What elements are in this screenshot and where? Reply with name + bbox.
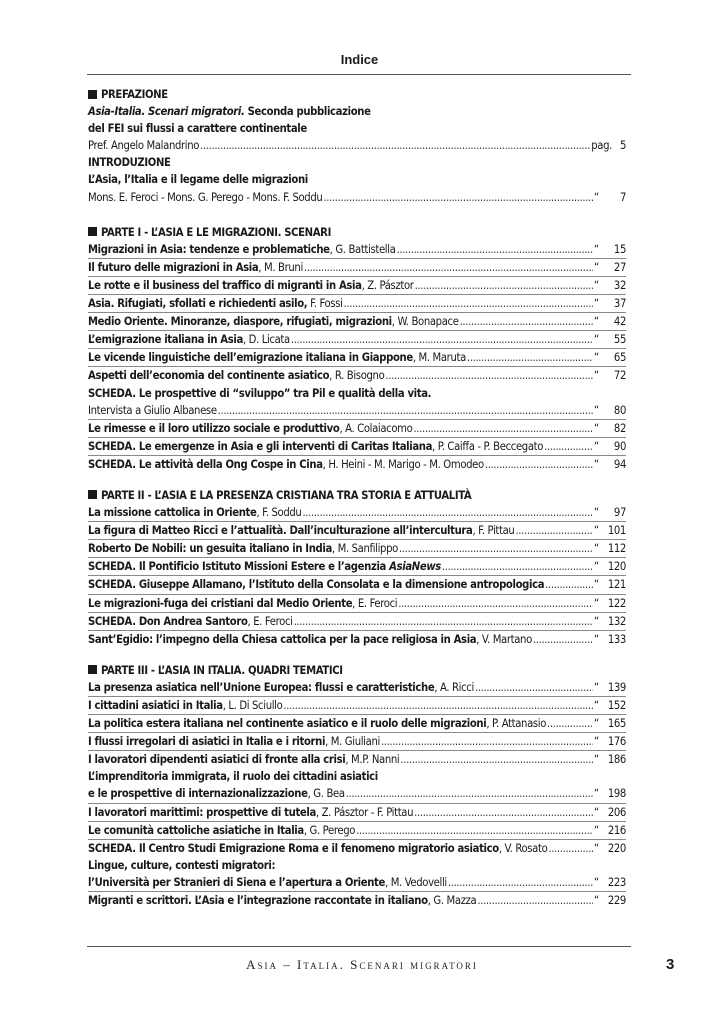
toc-text: , Z. Pásztor xyxy=(361,278,414,292)
leader-dots xyxy=(515,522,593,539)
ditto-mark: “ xyxy=(594,506,599,520)
page-number: 32 xyxy=(613,278,626,292)
toc-text: AsiaNews xyxy=(389,560,441,574)
toc-entry[interactable] xyxy=(88,456,626,473)
leader-dots xyxy=(547,715,593,732)
toc-entry[interactable] xyxy=(88,679,626,697)
toc-text: Roberto De Nobili: un gesuita italiano in India xyxy=(88,542,332,556)
page-number: 55 xyxy=(613,333,626,347)
toc-text: , R. Bisogno xyxy=(329,369,385,383)
toc-entry[interactable] xyxy=(88,402,626,420)
leader-dots xyxy=(460,313,593,330)
page-number: 82 xyxy=(613,421,626,435)
toc-text: SCHEDA. Le emergenze in Asia e gli interventi di Caritas Italiana xyxy=(88,439,433,453)
toc-entry[interactable] xyxy=(88,874,626,892)
ditto-mark: “ xyxy=(594,632,599,646)
toc-text xyxy=(88,540,398,557)
toc-text: Le rotte e il business del traffico di migranti in Asia xyxy=(88,278,362,292)
page-number: 176 xyxy=(607,735,626,749)
toc-entry[interactable] xyxy=(88,715,626,733)
leader-dots xyxy=(415,277,593,294)
toc-text: Le rimesse e il loro utilizzo sociale e produttivo xyxy=(88,421,340,435)
ditto-mark: “ xyxy=(594,403,599,417)
toc-text: , L. Di Sciullo xyxy=(222,699,283,712)
toc-entry[interactable] xyxy=(88,892,626,909)
ditto-mark: “ xyxy=(594,260,599,274)
leader-dots xyxy=(485,456,593,473)
page-number: 80 xyxy=(613,403,626,417)
toc-text: , M. Bruni xyxy=(258,260,303,274)
leader-dots xyxy=(533,631,593,648)
ditto-mark: “ xyxy=(594,823,599,837)
ditto-mark: “ xyxy=(594,875,599,889)
page-number: 122 xyxy=(607,596,626,610)
leader-dots xyxy=(344,295,593,312)
toc-text: , E. Feroci xyxy=(352,596,398,610)
ditto-mark: “ xyxy=(594,542,599,556)
toc-text: , W. Bonapace xyxy=(391,315,459,329)
toc-text: , E. Feroci xyxy=(247,614,293,628)
page-number: 132 xyxy=(607,614,626,628)
toc-text: , D. Licata xyxy=(242,333,290,347)
ditto-mark: “ xyxy=(594,699,599,712)
toc-text xyxy=(88,822,355,839)
toc-text: , M. Maruta xyxy=(412,351,466,365)
toc-text xyxy=(88,295,343,312)
toc-text: La missione cattolica in Oriente xyxy=(88,506,257,520)
ditto-mark: “ xyxy=(594,560,599,574)
ditto-mark: “ xyxy=(594,614,599,628)
toc-text xyxy=(88,785,345,802)
ditto-mark: “ xyxy=(594,578,599,592)
ditto-mark: “ xyxy=(594,841,599,855)
section-heading-parte-1 xyxy=(88,224,626,241)
toc-text xyxy=(88,874,447,891)
toc-text: SCHEDA. Il Centro Studi Emigrazione Roma e il fenomeno migratorio asiatico xyxy=(88,841,499,855)
leader-dots xyxy=(381,733,593,750)
ditto-mark: “ xyxy=(594,753,599,767)
page-number: 65 xyxy=(613,351,626,365)
page-number: 216 xyxy=(607,823,626,837)
section-heading-parte-3 xyxy=(88,662,626,679)
toc-text: , Z. Pásztor - F. Pittau xyxy=(315,805,414,819)
toc-text xyxy=(88,241,396,258)
page-number: 5 xyxy=(619,139,626,153)
page-number: 72 xyxy=(613,369,626,383)
toc-entry[interactable] xyxy=(88,631,626,648)
leader-dots xyxy=(294,613,593,630)
leader-dots xyxy=(442,558,593,575)
toc-entry[interactable] xyxy=(88,295,626,313)
toc-text xyxy=(88,733,380,750)
toc-text: , H. Heini - M. Marigo - M. Omodeo xyxy=(322,457,484,471)
toc-text: PARTE II - L’ASIA E LA PRESENZA CRISTIANA TRA STORIA E ATTUALITÀ xyxy=(101,488,472,502)
toc-entry[interactable] xyxy=(88,313,626,331)
toc-text: Migrazioni in Asia: tendenze e problematiche xyxy=(88,242,330,256)
leader-dots xyxy=(346,785,593,802)
ditto-mark: “ xyxy=(594,242,599,256)
leader-dots xyxy=(544,438,593,455)
toc-text xyxy=(88,595,397,612)
toc-text: , G. Battistella xyxy=(329,242,396,256)
ditto-mark: “ xyxy=(594,596,599,610)
page-number: 139 xyxy=(607,680,626,694)
page-number: 97 xyxy=(613,506,626,520)
toc-entry-title: SCHEDA. Le prospettive di “sviluppo” tra Pil e qualità della vita. xyxy=(88,386,432,400)
leader-dots xyxy=(200,137,590,154)
toc-text: , F. Soddu xyxy=(256,506,302,520)
section-heading-parte-2 xyxy=(88,487,626,504)
leader-dots xyxy=(467,349,593,366)
leader-dots xyxy=(477,892,593,909)
page-number: 27 xyxy=(613,260,626,274)
leader-dots xyxy=(548,840,593,857)
page-number: 90 xyxy=(613,439,626,453)
ditto-mark: “ xyxy=(594,297,599,311)
toc-text: La figura di Matteo Ricci e l’attualità. Dall’inculturazione all’intercultura xyxy=(88,524,473,538)
toc-entry[interactable] xyxy=(88,751,626,768)
square-bullet-icon xyxy=(88,665,97,674)
leader-dots xyxy=(414,804,593,821)
toc-text xyxy=(88,804,413,821)
toc-entry[interactable] xyxy=(88,241,626,259)
toc-text xyxy=(88,840,547,857)
leader-dots xyxy=(400,751,593,768)
toc-entry[interactable] xyxy=(88,733,626,751)
toc-entry-title: del FEI sui flussi a carattere continentale xyxy=(88,122,307,136)
toc-text: Le comunità cattoliche asiatiche in Italia xyxy=(88,823,304,837)
ditto-mark: “ xyxy=(594,894,599,908)
toc-text: SCHEDA. Don Andrea Santoro xyxy=(88,614,248,628)
leader-dots xyxy=(399,540,593,557)
leader-dots xyxy=(323,189,593,206)
toc-text xyxy=(88,576,544,593)
toc-text xyxy=(88,679,474,696)
ditto-mark: “ xyxy=(594,333,599,347)
page-number: 112 xyxy=(607,542,626,556)
leader-dots xyxy=(385,367,593,384)
toc-entry[interactable] xyxy=(88,522,626,540)
toc-entry[interactable] xyxy=(88,840,626,857)
toc-text: Asia. Rifugiati, sfollati e richiedenti asilo, xyxy=(88,297,308,311)
toc-text: I lavoratori dipendenti asiatici di fronte alla crisi xyxy=(88,753,346,767)
toc-text xyxy=(88,715,546,732)
toc-text: PARTE III - L’ASIA IN ITALIA. QUADRI TEMATICI xyxy=(101,663,343,677)
toc-text: , A. Ricci xyxy=(434,680,474,694)
toc-text: Sant’Egidio: l’impegno della Chiesa cattolica per la pace religiosa in Asia xyxy=(88,632,477,646)
toc-text xyxy=(88,697,282,714)
ditto-mark: “ xyxy=(594,457,599,471)
toc-text: L’emigrazione italiana in Asia xyxy=(88,333,243,347)
section-heading-introduzione: INTRODUZIONE xyxy=(88,156,171,170)
toc-text xyxy=(88,277,414,294)
toc-entry[interactable] xyxy=(88,540,626,558)
square-bullet-icon xyxy=(88,90,97,99)
toc-text: , M.P. Nanni xyxy=(345,753,400,767)
toc-entry[interactable] xyxy=(88,137,626,154)
square-bullet-icon xyxy=(88,490,97,499)
parte1-list xyxy=(88,241,626,473)
toc-text xyxy=(88,313,459,330)
page-number: 121 xyxy=(607,578,626,592)
toc-text: , P. Caiffa - P. Beccegato xyxy=(432,439,544,453)
toc-text: , G. Bea xyxy=(307,787,345,801)
ditto-mark: “ xyxy=(594,524,599,538)
toc-entry[interactable] xyxy=(88,504,626,522)
toc-entry[interactable] xyxy=(88,613,626,631)
toc-text: , V. Martano xyxy=(476,632,532,646)
ditto-mark: “ xyxy=(594,190,599,204)
leader-dots xyxy=(302,504,593,521)
toc-text: Il futuro delle migrazioni in Asia xyxy=(88,260,259,274)
leader-dots xyxy=(304,259,593,276)
toc-entry-title xyxy=(88,103,626,120)
toc-entry[interactable] xyxy=(88,804,626,822)
page-number: 206 xyxy=(607,805,626,819)
toc-text: Intervista a Giulio Albanese xyxy=(88,403,217,417)
running-footer: Asia – Italia. Scenari migratori xyxy=(246,957,478,972)
toc-text xyxy=(88,438,543,455)
toc-entry[interactable] xyxy=(88,277,626,295)
leader-dots xyxy=(448,874,593,891)
ditto-mark: “ xyxy=(594,805,599,819)
toc-text xyxy=(88,420,412,437)
toc-text: La politica estera italiana nel continente asiatico e il ruolo delle migrazioni xyxy=(88,717,487,731)
toc-entry[interactable] xyxy=(88,697,626,715)
ditto-mark: “ xyxy=(594,315,599,329)
leader-dots xyxy=(545,576,593,593)
toc-entry[interactable] xyxy=(88,822,626,840)
page-number: 229 xyxy=(607,894,626,908)
page-number: 42 xyxy=(613,315,626,329)
leader-dots xyxy=(398,595,593,612)
bottom-divider xyxy=(87,946,631,947)
toc-text: Medio Oriente. Minoranze, diaspore, rifugiati, migrazioni xyxy=(88,315,392,329)
toc-text: La presenza asiatica nell’Unione Europea: flussi e caratteristiche xyxy=(88,680,435,694)
toc-text: , M. Sanfilippo xyxy=(331,542,398,556)
toc-text xyxy=(88,751,399,768)
toc-text: Le migrazioni-fuga dei cristiani dal Medio Oriente xyxy=(88,596,353,610)
ditto-mark: “ xyxy=(594,735,599,749)
ditto-mark: “ xyxy=(594,369,599,383)
toc-text xyxy=(88,558,441,575)
toc-text xyxy=(88,522,514,539)
toc-entry[interactable] xyxy=(88,785,626,803)
toc-text: , M. Vedovelli xyxy=(385,875,447,889)
toc-text xyxy=(88,613,293,630)
ditto-mark: “ xyxy=(594,787,599,801)
pag-label: pag. xyxy=(591,139,612,153)
page-number: 198 xyxy=(607,787,626,801)
leader-dots xyxy=(283,697,593,714)
toc-text: SCHEDA. Il Pontificio Istituto Missioni Estere e l’agenzia xyxy=(88,560,390,574)
leader-dots xyxy=(356,822,593,839)
toc-entry-title: L’imprenditoria immigrata, il ruolo dei cittadini asiatici xyxy=(88,770,378,784)
page-number: 101 xyxy=(607,524,626,538)
toc-text: Le vicende linguistiche dell’emigrazione italiana in Giappone xyxy=(88,351,413,365)
toc-text: SCHEDA. Le attività della Ong Cospe in Cina xyxy=(88,457,323,471)
parte2-list xyxy=(88,504,626,648)
page-number: 120 xyxy=(607,560,626,574)
square-bullet-icon xyxy=(88,227,97,236)
ditto-mark: “ xyxy=(594,351,599,365)
toc-entry[interactable] xyxy=(88,367,626,384)
toc-text: PARTE I - L’ASIA E LE MIGRAZIONI. SCENARI xyxy=(101,225,331,239)
toc-entry[interactable] xyxy=(88,576,626,594)
section-heading-prefazione xyxy=(88,86,626,103)
toc-entry-title: L’Asia, l’Italia e il legame delle migrazioni xyxy=(88,173,308,187)
toc-text: Aspetti dell’economia del continente asiatico xyxy=(88,369,330,383)
page-number-footer: 3 xyxy=(666,956,675,973)
toc-text: , A. Colaiacomo xyxy=(339,421,413,435)
toc-text: e le prospettive di internazionalizzazione xyxy=(88,787,308,801)
toc-text: I lavoratori marittimi: prospettive di tutela xyxy=(88,805,316,819)
toc-text: , G. Perego xyxy=(303,823,356,837)
table-of-contents xyxy=(88,86,626,909)
toc-text: , G. Mazza xyxy=(427,894,477,908)
toc-author: Pref. Angelo Malandrino xyxy=(88,139,200,153)
page-number: 152 xyxy=(607,699,626,712)
toc-text: I cittadini asiatici in Italia xyxy=(88,699,223,712)
top-divider xyxy=(87,74,631,75)
toc-text: Migranti e scrittori. L’Asia e l’integrazione raccontate in italiano xyxy=(88,894,428,908)
toc-text: F. Fossi xyxy=(307,297,343,311)
toc-text: SCHEDA. Giuseppe Allamano, l’Istituto della Consolata e la dimensione antropologica xyxy=(88,578,545,592)
toc-text: I flussi irregolari di asiatici in Italia e i ritorni xyxy=(88,735,326,749)
toc-text: l’Università per Stranieri di Siena e l’apertura a Oriente xyxy=(88,875,385,889)
page-number: 133 xyxy=(607,632,626,646)
parte3-list xyxy=(88,679,626,909)
page-number: 7 xyxy=(619,190,626,204)
toc-author: Mons. E. Feroci - Mons. G. Perego - Mons. F. Soddu xyxy=(88,190,323,204)
ditto-mark: “ xyxy=(594,717,599,731)
page-number: 15 xyxy=(613,242,626,256)
toc-entry[interactable] xyxy=(88,259,626,277)
toc-text xyxy=(88,331,290,348)
page-number: 94 xyxy=(613,457,626,471)
toc-entry[interactable] xyxy=(88,349,626,367)
leader-dots xyxy=(475,679,593,696)
page-number: 223 xyxy=(607,875,626,889)
leader-dots xyxy=(218,402,593,419)
ditto-mark: “ xyxy=(594,278,599,292)
toc-text: , F. Pittau xyxy=(472,524,515,538)
toc-text: Seconda pubblicazione xyxy=(244,105,371,119)
toc-text xyxy=(88,504,301,521)
ditto-mark: “ xyxy=(594,439,599,453)
page-title: Indice xyxy=(340,52,379,67)
ditto-mark: “ xyxy=(594,421,599,435)
toc-entry[interactable] xyxy=(88,331,626,349)
toc-text: , P. Attanasio xyxy=(486,717,547,731)
toc-text xyxy=(88,259,303,276)
toc-text xyxy=(88,349,466,366)
leader-dots xyxy=(291,331,593,348)
toc-entry[interactable] xyxy=(88,595,626,613)
toc-text: , M. Giuliani xyxy=(325,735,380,749)
page-number: 165 xyxy=(607,717,626,731)
toc-text: PREFAZIONE xyxy=(101,88,168,101)
toc-text xyxy=(88,367,384,384)
toc-entry[interactable] xyxy=(88,420,626,438)
toc-entry[interactable] xyxy=(88,438,626,456)
toc-entry[interactable] xyxy=(88,189,626,206)
toc-text xyxy=(88,456,484,473)
toc-text: Asia-Italia. Scenari migratori. xyxy=(88,105,245,119)
toc-entry[interactable] xyxy=(88,558,626,576)
leader-dots xyxy=(397,241,593,258)
toc-text: , V. Rosato xyxy=(498,841,548,855)
toc-text xyxy=(88,892,476,909)
toc-text xyxy=(88,631,532,648)
page-number: 186 xyxy=(607,753,626,767)
leader-dots xyxy=(413,420,593,437)
toc-entry-title: Lingue, culture, contesti migratori: xyxy=(88,858,276,872)
ditto-mark: “ xyxy=(594,680,599,694)
page-number: 220 xyxy=(607,841,626,855)
page-number: 37 xyxy=(613,297,626,311)
